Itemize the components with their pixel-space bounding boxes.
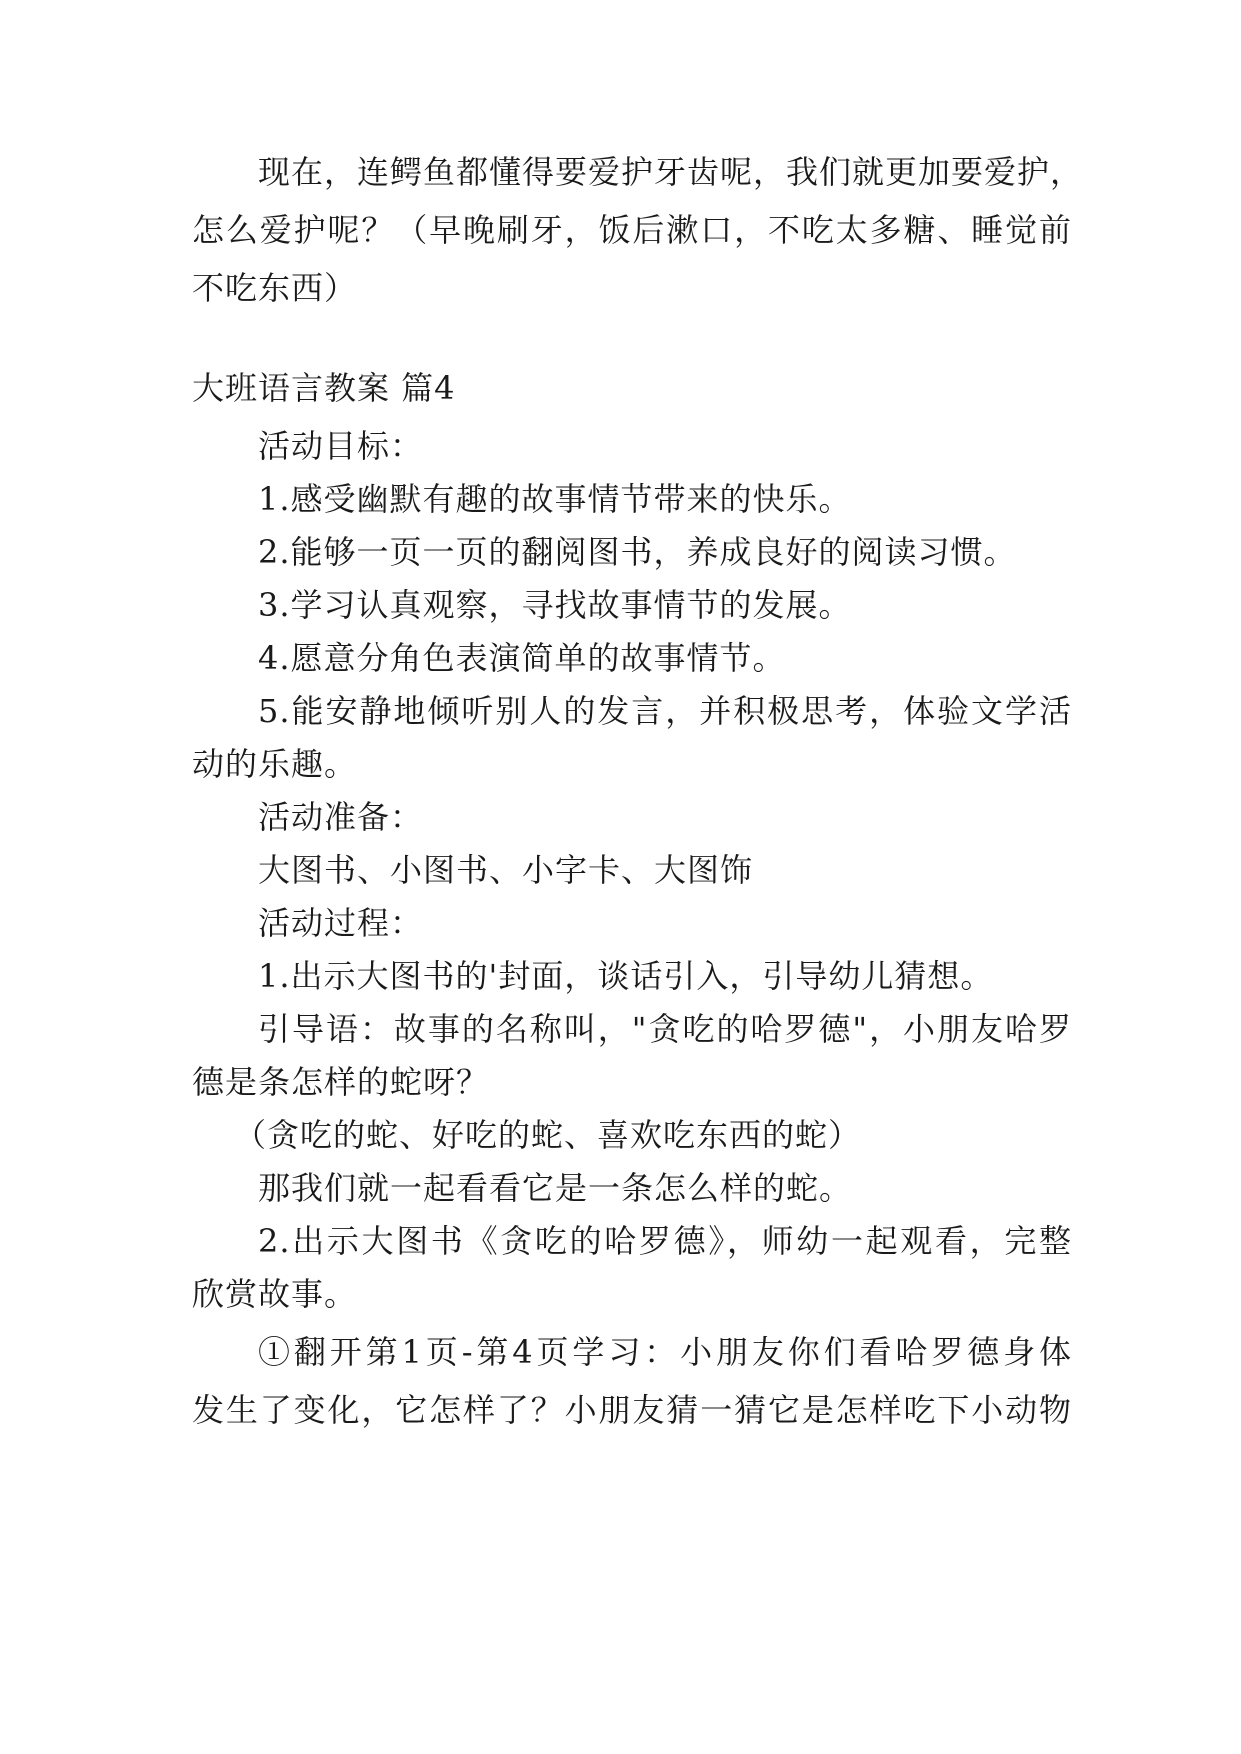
- paragraph-line: 大图书、小图书、小字卡、大图饰: [258, 851, 754, 889]
- paragraph-line: 不吃东西）: [192, 269, 358, 307]
- paragraph-line: 发生了变化，它怎样了？小朋友猜一猜它是怎样吃下小动物: [192, 1391, 1072, 1429]
- list-item: 3.学习认真观察，寻找故事情节的发展。: [258, 586, 852, 624]
- paragraph-line: 怎么爱护呢？（早晚刷牙，饭后漱口，不吃太多糖、睡觉前: [192, 211, 1072, 249]
- list-item: 4.愿意分角色表演简单的故事情节。: [258, 639, 786, 677]
- list-item: 1.出示大图书的'封面，谈话引入，引导幼儿猜想。: [258, 957, 994, 995]
- list-item: 1.感受幽默有趣的故事情节带来的快乐。: [258, 480, 852, 518]
- paragraph-line: ①翻开第1页-第4页学习：小朋友你们看哈罗德身体: [258, 1333, 1072, 1371]
- list-item: 2.出示大图书《贪吃的哈罗德》，师幼一起观看，完整: [258, 1222, 1072, 1260]
- paragraph-line: 德是条怎样的蛇呀？: [192, 1063, 490, 1101]
- subheading-preparation: 活动准备：: [258, 798, 424, 836]
- subheading-process: 活动过程：: [258, 904, 424, 942]
- paragraph-line: 现在，连鳄鱼都懂得要爱护牙齿呢，我们就更加要爱护，: [258, 153, 1084, 191]
- paragraph-line: 那我们就一起看看它是一条怎么样的蛇。: [258, 1169, 853, 1207]
- paragraph-line: 引导语：故事的名称叫，"贪吃的哈罗德"，小朋友哈罗: [258, 1010, 1072, 1048]
- list-item-continuation: 动的乐趣。: [192, 745, 358, 783]
- subheading-goals: 活动目标：: [258, 427, 424, 465]
- section-heading: 大班语言教案 篇4: [192, 369, 456, 407]
- list-item: 5.能安静地倾听别人的发言，并积极思考，体验文学活: [258, 692, 1072, 730]
- list-item-continuation: 欣赏故事。: [192, 1275, 358, 1313]
- list-item: 2.能够一页一页的翻阅图书，养成良好的阅读习惯。: [258, 533, 1017, 571]
- paragraph-line: （贪吃的蛇、好吃的蛇、喜欢吃东西的蛇）: [234, 1116, 862, 1154]
